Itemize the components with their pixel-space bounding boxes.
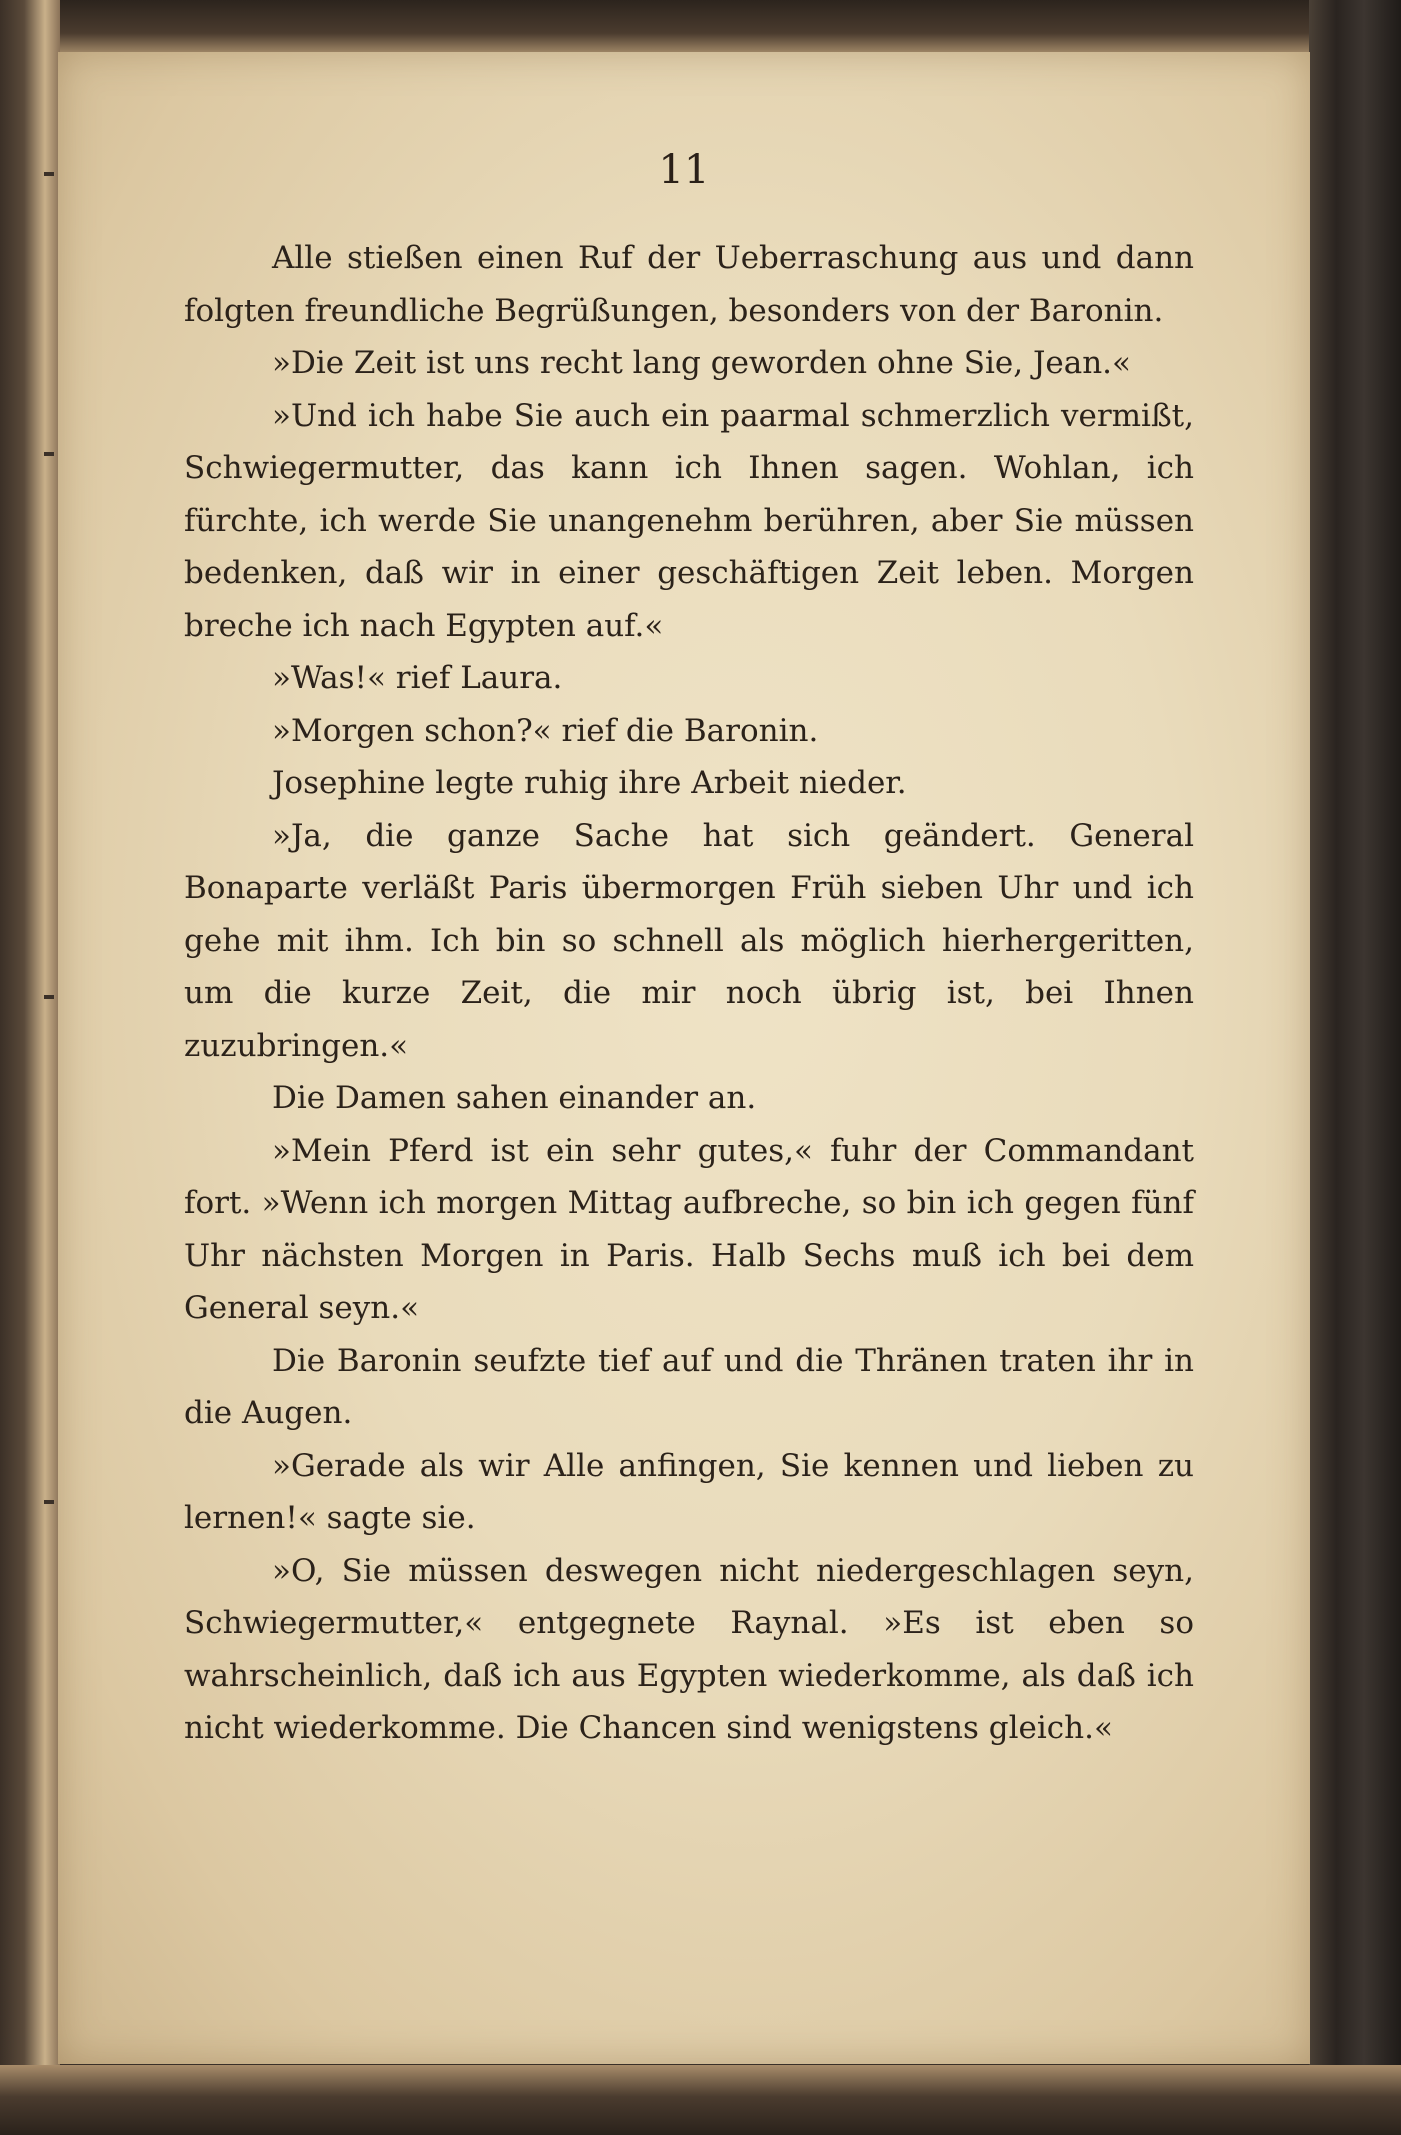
- right-book-cover: [1309, 0, 1401, 2135]
- paragraph: Josephine legte ruhig ihre Arbeit nieder.: [272, 765, 907, 801]
- paragraph: »Morgen schon?« rief die Baronin.: [272, 712, 819, 749]
- paragraph: Alle stießen einen Ruf der Ueberraschung aus und dann folgten freundliche Begrüßungen, besonders von der Baronin.: [184, 240, 1194, 329]
- page-text: [184, 232, 1194, 1755]
- paragraph: »Und ich habe Sie auch ein paarmal schmerzlich vermißt, Schwiegermutter, das kann ich Ihnen sagen. Wohlan, ich fürchte, ich werde Sie unangenehm berühren, aber Sie müssen bedenken, daß wir in einer geschäftigen Zeit leben. Morgen breche ich nach Egypten auf.«: [184, 397, 1194, 644]
- paragraph: »Ja, die ganze Sache hat sich geändert. General Bonaparte verläßt Paris übermorgen Früh sieben Uhr und ich gehe mit ihm. Ich bin so schnell als möglich hierhergeritten, um die kurze Zeit, die mir noch übrig ist, bei Ihnen zuzubringen.«: [184, 817, 1194, 1064]
- paragraph: »Die Zeit ist uns recht lang geworden ohne Sie, Jean.«: [272, 345, 1131, 381]
- book-page: [58, 52, 1310, 2064]
- paragraph: »Mein Pferd ist ein sehr gutes,« fuhr der Commandant fort. »Wenn ich morgen Mittag aufbreche, so bin ich gegen fünf Uhr nächsten Morgen in Paris. Halb Sechs muß ich bei dem General seyn.«: [184, 1132, 1194, 1326]
- margin-mark: [44, 452, 54, 456]
- page-number: 11: [658, 147, 710, 193]
- margin-mark: [44, 172, 54, 176]
- paragraph: »O, Sie müssen deswegen nicht niedergeschlagen seyn, Schwiegermutter,« entgegnete Raynal. »Es ist eben so wahrscheinlich, daß ich aus Egypten wiederkomme, als daß ich nicht wiederkomme. Die Chancen sind wenigstens gleich.«: [184, 1552, 1194, 1746]
- paragraph: »Gerade als wir Alle anfingen, Sie kennen und lieben zu lernen!« sagte sie.: [184, 1447, 1194, 1536]
- paragraph: Die Baronin seufzte tief auf und die Thränen traten ihr in die Augen.: [184, 1342, 1194, 1431]
- top-page-edge: [0, 0, 1401, 55]
- paragraph: »Was!« rief Laura.: [272, 660, 563, 696]
- margin-mark: [44, 995, 54, 999]
- bottom-page-edge: [0, 2065, 1401, 2135]
- margin-mark: [44, 1500, 54, 1504]
- left-page-spine: [0, 0, 60, 2135]
- paragraph: Die Damen sahen einander an.: [272, 1080, 757, 1116]
